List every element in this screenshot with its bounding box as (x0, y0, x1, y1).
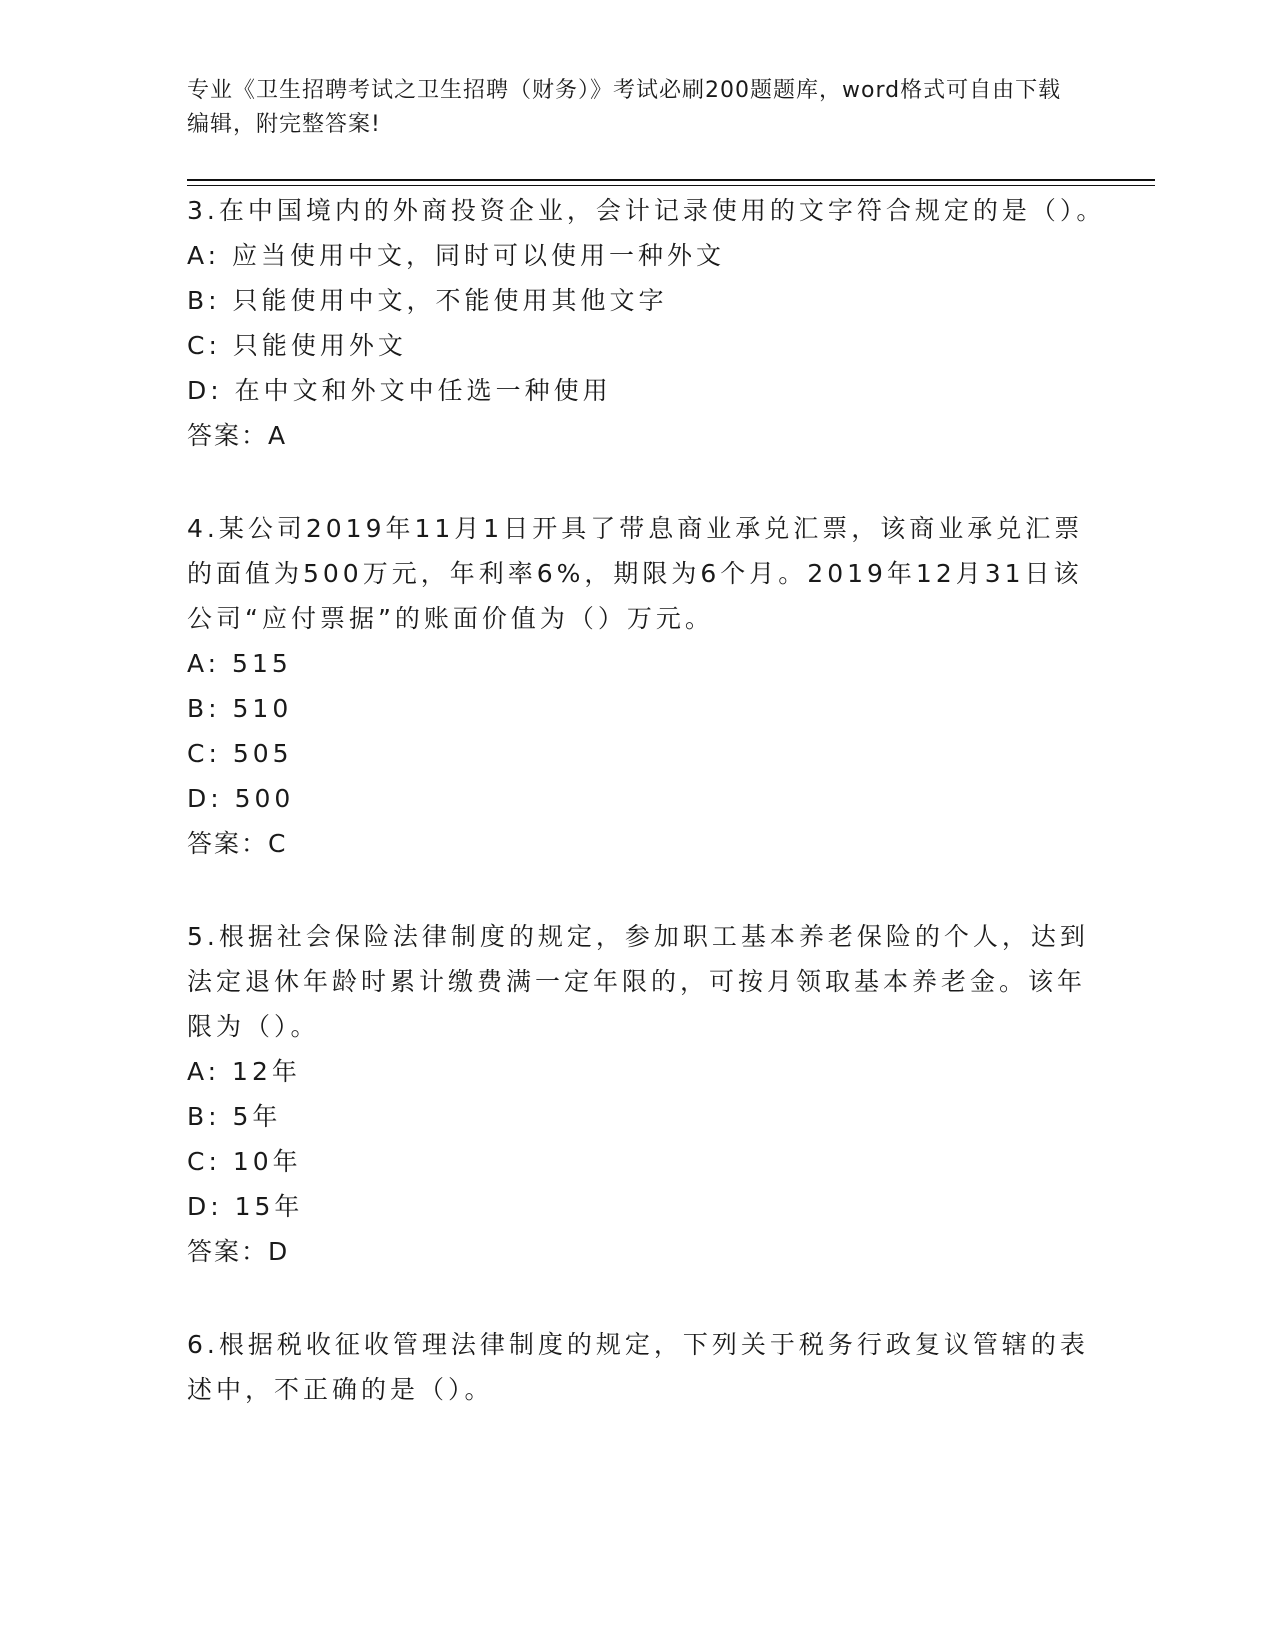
question-text: 5.根据社会保险法律制度的规定，参加职工基本养老保险的个人，达到法定退休年龄时累计缴费满一定年限的，可按月领取基本养老金。该年限为（）。 (187, 922, 1089, 1041)
document-header: 专业《卫生招聘考试之卫生招聘（财务）》考试必刷200题题库，word格式可自由下载编辑，附完整答案! (187, 78, 1062, 137)
option-a: A: 12年 (187, 1057, 301, 1086)
question-4 (187, 506, 1107, 866)
option-c: C: 505 (187, 739, 293, 768)
answer-line: 答案：A (187, 421, 288, 450)
option-b: B: 只能使用中文，不能使用其他文字 (187, 286, 668, 315)
option-d: D: 15年 (187, 1192, 304, 1221)
answer-line: 答案：C (187, 829, 288, 858)
question-6 (187, 1322, 1107, 1412)
option-b: B: 510 (187, 694, 293, 723)
answer-line: 答案：D (187, 1237, 290, 1266)
option-d: D: 在中文和外文中任选一种使用 (187, 376, 612, 405)
question-5 (187, 914, 1107, 1274)
header-divider-thick (187, 179, 1155, 181)
question-text: 4.某公司2019年11月1日开具了带息商业承兑汇票，该商业承兑汇票的面值为500万元，年利率6%，期限为6个月。2019年12月31日该公司“应付票据”的账面价值为（）万元。 (187, 514, 1084, 633)
option-c: C: 10年 (187, 1147, 302, 1176)
option-a: A: 应当使用中文，同时可以使用一种外文 (187, 241, 726, 270)
question-text: 6.根据税收征收管理法律制度的规定，下列关于税务行政复议管辖的表述中，不正确的是（）。 (187, 1330, 1089, 1404)
option-a: A: 515 (187, 649, 292, 678)
header-divider-thin (187, 185, 1155, 186)
question-3 (187, 188, 1107, 458)
question-list (187, 188, 1107, 1460)
option-b: B: 5年 (187, 1102, 282, 1131)
option-d: D: 500 (187, 784, 295, 813)
option-c: C: 只能使用外文 (187, 331, 407, 360)
question-text: 3.在中国境内的外商投资企业，会计记录使用的文字符合规定的是（）。 (187, 196, 1106, 225)
